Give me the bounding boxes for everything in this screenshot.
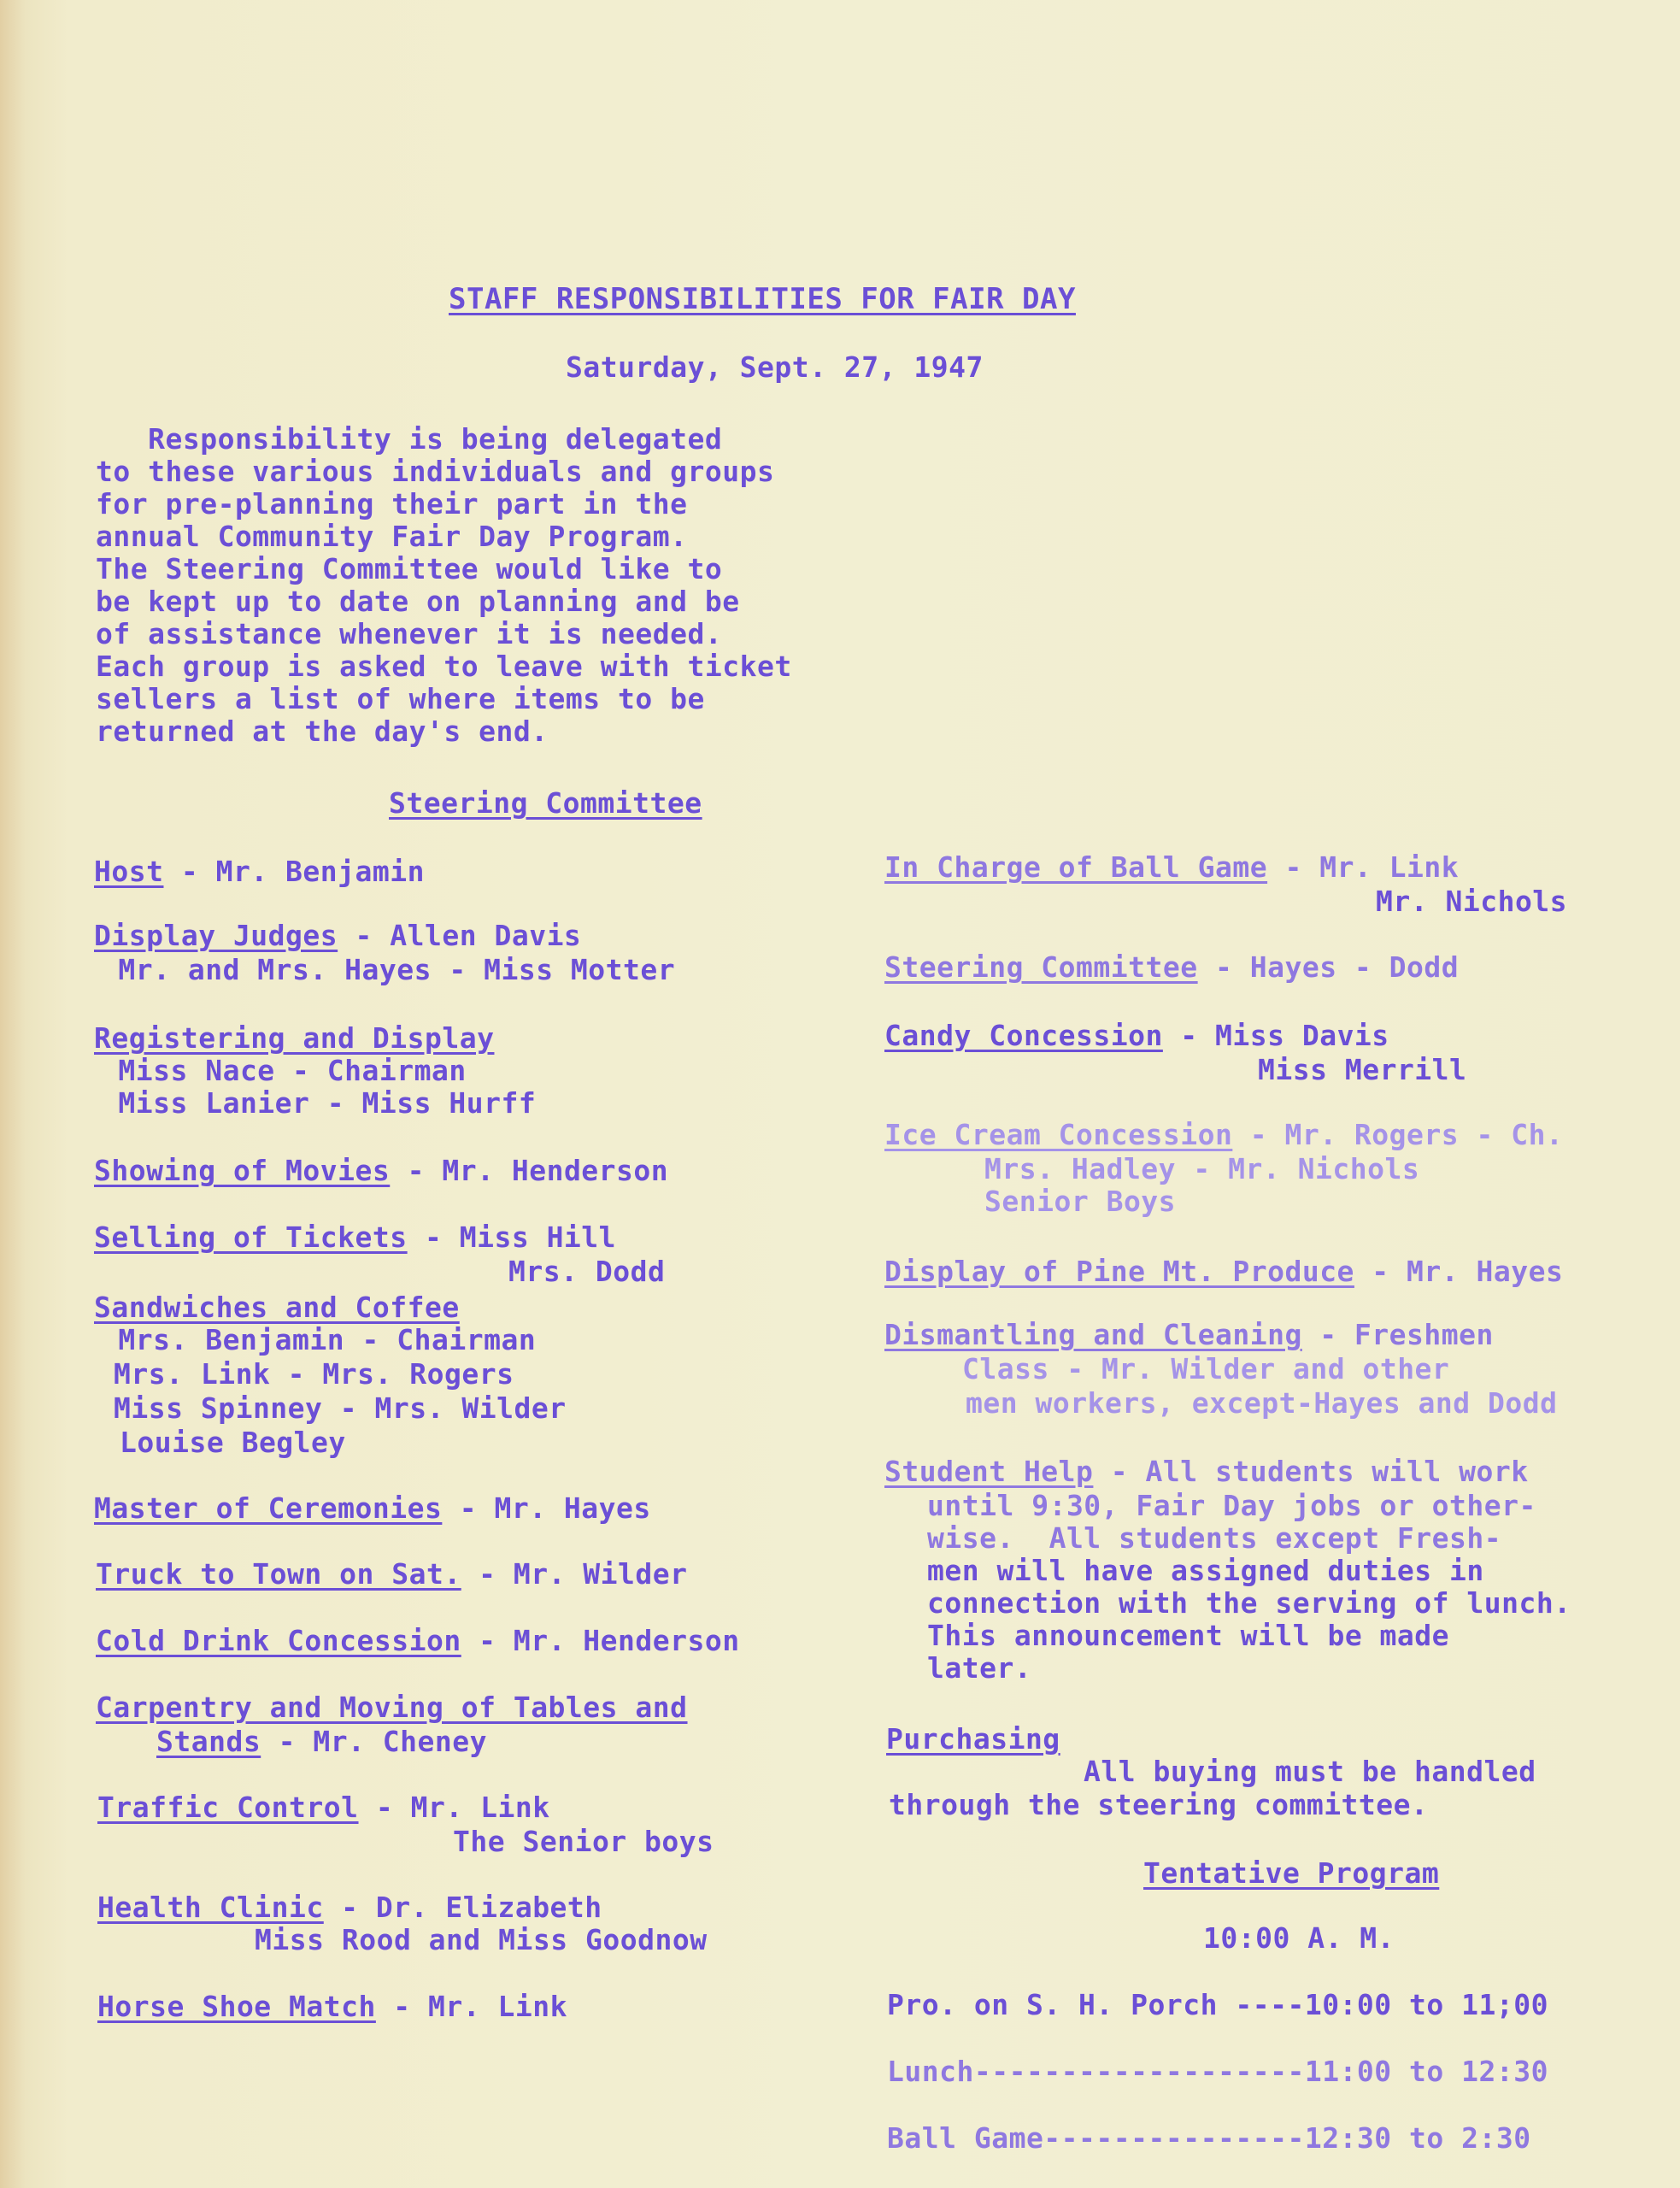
health-label: Health Clinic — [97, 1891, 324, 1924]
registering-line: Miss Lanier - Miss Hurff — [101, 1086, 537, 1120]
purchasing-label: Purchasing — [886, 1722, 1060, 1756]
sandwiches-line: Mrs. Link - Mrs. Rogers — [114, 1357, 514, 1391]
tickets-line: Mrs. Dodd — [508, 1255, 666, 1288]
intro-line: sellers a list of where items to be — [96, 682, 705, 715]
traffic-line: The Senior boys — [453, 1825, 714, 1858]
truck-assignee: - Mr. Wilder — [461, 1557, 688, 1591]
ball-game-entry — [884, 850, 1459, 885]
steering-committee-heading: Steering Committee — [389, 786, 702, 820]
candy-assignee: - Miss Davis — [1162, 1019, 1389, 1052]
truck-label: Truck to Town on Sat. — [96, 1557, 461, 1591]
cold-drink-assignee: - Mr. Henderson — [461, 1624, 740, 1657]
program-item: Pro. on S. H. Porch ----10:00 to 11;00 — [887, 1988, 1548, 2021]
student-help-line: later. — [927, 1651, 1032, 1685]
ice-cream-entry — [884, 1118, 1563, 1152]
carpentry-label: Carpentry and Moving of Tables and — [96, 1691, 688, 1724]
produce-entry — [884, 1255, 1563, 1289]
dismantling-assignee: - Freshmen — [1301, 1318, 1494, 1351]
student-help-line: wise. All students except Fresh- — [927, 1521, 1502, 1555]
program-item: Lunch-------------------11:00 to 12:30 — [887, 2055, 1548, 2088]
intro-line: to these various individuals and groups — [96, 455, 775, 488]
student-help-line: until 9:30, Fair Day jobs or other- — [927, 1489, 1536, 1522]
host-assignee: - Mr. Benjamin — [163, 855, 425, 888]
student-help-line: connection with the serving of lunch. — [927, 1586, 1571, 1620]
dismantling-line: men workers, except-Hayes and Dodd — [966, 1386, 1558, 1420]
intro-line: be kept up to date on planning and be — [96, 585, 740, 618]
cold-drink-entry — [96, 1624, 740, 1658]
produce-label: Display of Pine Mt. Produce — [884, 1255, 1354, 1288]
intro-line: annual Community Fair Day Program. — [96, 520, 688, 553]
tickets-label: Selling of Tickets — [94, 1220, 408, 1254]
purchasing-line: through the steering committee. — [889, 1788, 1429, 1821]
candy-line: Miss Merrill — [1258, 1053, 1467, 1086]
carpentry-line — [156, 1725, 487, 1759]
traffic-label: Traffic Control — [97, 1791, 359, 1824]
carpentry-stands-label: Stands — [156, 1725, 261, 1758]
ice-cream-assignee: - Mr. Rogers - Ch. — [1232, 1118, 1564, 1151]
health-assignee: - Dr. Elizabeth — [323, 1891, 602, 1924]
display-judges-line: Mr. and Mrs. Hayes - Miss Motter — [101, 953, 676, 986]
student-help-label: Student Help — [884, 1455, 1094, 1488]
ball-game-line: Mr. Nichols — [1376, 885, 1568, 918]
dismantling-entry — [884, 1318, 1494, 1352]
produce-assignee: - Mr. Hayes — [1354, 1255, 1564, 1288]
host-label: Host — [94, 855, 164, 888]
program-start-time: 10:00 A. M. — [1203, 1921, 1395, 1955]
tentative-program-heading: Tentative Program — [1143, 1856, 1440, 1890]
registering-label: Registering and Display — [94, 1021, 495, 1055]
document-date: Saturday, Sept. 27, 1947 — [566, 350, 984, 384]
display-judges-label: Display Judges — [94, 919, 338, 952]
ice-cream-line: Mrs. Hadley - Mr. Nichols — [984, 1152, 1420, 1185]
steering-entry — [884, 950, 1459, 985]
document-title: STAFF RESPONSIBILITIES FOR FAIR DAY — [449, 282, 1076, 316]
intro-line: Each group is asked to leave with ticket — [96, 650, 792, 683]
intro-line: returned at the day's end. — [96, 715, 549, 748]
tickets-entry — [94, 1220, 616, 1255]
intro-line: of assistance whenever it is needed. — [96, 617, 723, 650]
health-line: Miss Rood and Miss Goodnow — [255, 1923, 708, 1956]
student-help-line: This announcement will be made — [927, 1619, 1450, 1652]
dismantling-line: Class - Mr. Wilder and other — [962, 1352, 1450, 1385]
display-judges-assignee: - Allen Davis — [338, 919, 582, 952]
truck-entry — [96, 1557, 688, 1591]
candy-entry — [884, 1019, 1389, 1053]
ball-game-label: In Charge of Ball Game — [884, 850, 1268, 884]
program-item: Ball Game---------------12:30 to 2:30 — [887, 2121, 1531, 2155]
carpentry-assignee: - Mr. Cheney — [261, 1725, 487, 1758]
movies-label: Showing of Movies — [94, 1154, 391, 1187]
movies-assignee: - Mr. Henderson — [390, 1154, 669, 1187]
registering-line: Miss Nace - Chairman — [101, 1054, 467, 1087]
master-entry — [94, 1491, 651, 1526]
sandwiches-label: Sandwiches and Coffee — [94, 1291, 460, 1324]
horseshoe-assignee: - Mr. Link — [375, 1990, 567, 2023]
traffic-assignee: - Mr. Link — [358, 1791, 550, 1824]
host-entry — [94, 855, 425, 889]
purchasing-line: All buying must be handled — [1084, 1755, 1536, 1788]
ice-cream-label: Ice Cream Concession — [884, 1118, 1233, 1151]
intro-line: The Steering Committee would like to — [96, 552, 723, 585]
dismantling-label: Dismantling and Cleaning — [884, 1318, 1302, 1351]
master-assignee: - Mr. Hayes — [442, 1491, 651, 1525]
cold-drink-label: Cold Drink Concession — [96, 1624, 461, 1657]
student-help-entry — [884, 1455, 1529, 1489]
display-judges-entry — [94, 919, 581, 953]
health-entry — [97, 1891, 602, 1925]
traffic-entry — [97, 1791, 550, 1825]
intro-line: Responsibility is being delegated — [96, 422, 723, 456]
movies-entry — [94, 1154, 668, 1188]
tickets-assignee: - Miss Hill — [407, 1220, 617, 1254]
student-help-assignee: - All students will work — [1093, 1455, 1529, 1488]
candy-label: Candy Concession — [884, 1019, 1163, 1052]
horseshoe-entry — [97, 1990, 567, 2024]
steering-label: Steering Committee — [884, 950, 1198, 984]
sandwiches-line: Miss Spinney - Mrs. Wilder — [114, 1391, 567, 1425]
ice-cream-line: Senior Boys — [984, 1185, 1177, 1218]
master-label: Master of Ceremonies — [94, 1491, 443, 1525]
horseshoe-label: Horse Shoe Match — [97, 1990, 376, 2023]
sandwiches-line: Mrs. Benjamin - Chairman — [101, 1323, 537, 1356]
sandwiches-line: Louise Begley — [120, 1426, 346, 1459]
intro-line: for pre-planning their part in the — [96, 487, 688, 521]
student-help-line: men will have assigned duties in — [927, 1554, 1484, 1587]
ball-game-assignee: - Mr. Link — [1267, 850, 1460, 884]
steering-assignee: - Hayes - Dodd — [1197, 950, 1460, 984]
